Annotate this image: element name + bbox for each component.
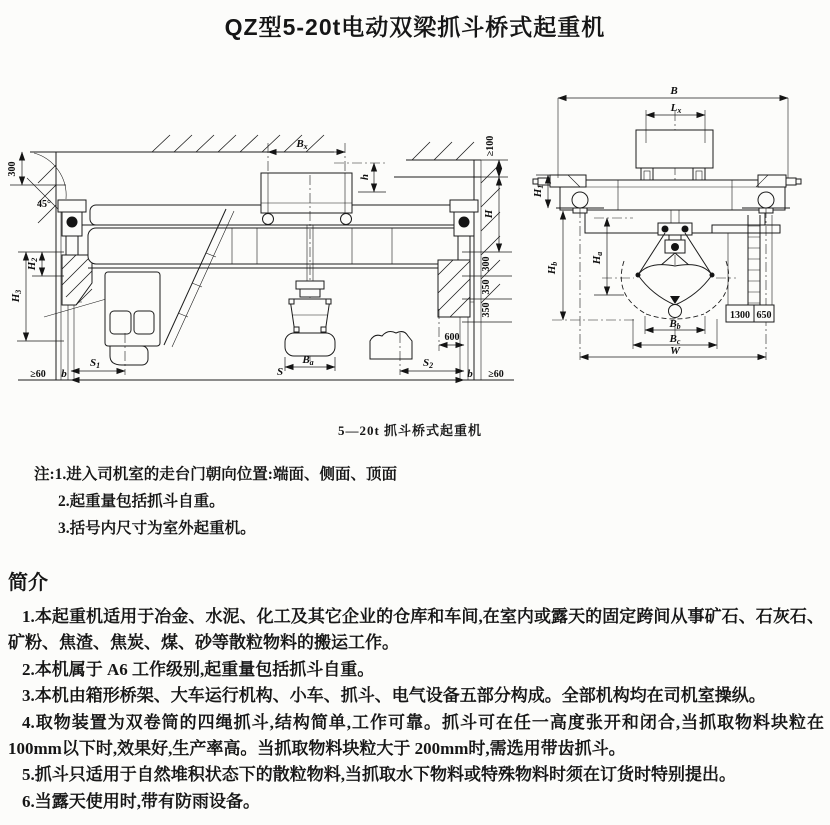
dim-s2-label: S2 [422,357,434,370]
dim-ba-label: Ba [302,354,314,367]
dim-B-label: B [670,85,678,97]
dim-ge60-right-label: ≥60 [488,369,504,380]
figure-caption: 5—20t 抓斗桥式起重机 [337,423,483,438]
dim-h3-label: H3 [10,289,23,303]
dim-W-label: W [670,345,680,357]
note-item-1: 1.进入司机室的走台门朝向位置:端面、侧面、顶面 [54,466,397,483]
dim-ge60-left-label: ≥60 [30,369,46,380]
intro-paragraph-6: 6.当露天使用时,带有防雨设备。 [22,791,260,811]
material-pile [370,332,412,359]
dim-45deg-label: 45° [37,199,51,210]
dim-bc-label: Bc [669,333,681,346]
dim-b-right-label: b [467,368,473,380]
dim-h-label: h [359,173,371,181]
dim-600-label: 600 [444,332,460,343]
dim-h1-label: H1 [532,184,545,198]
operator-cab [105,272,160,365]
dim-650-label: 650 [756,310,772,321]
dim-300-right-label: 300 [481,256,492,272]
note-line-3 [34,515,397,542]
page-title: QZ型5-20t电动双梁抓斗桥式起重机 [224,14,606,40]
trolley [261,143,352,225]
dim-h2-label: H2 [26,257,39,271]
dim-ge100-label: ≥100 [485,135,496,157]
intro-paragraph-4: 4.取物装置为双卷筒的四绳抓斗,结构简单,工作可靠。抓斗可在任一高度张开和闭合,当抓取物料块粒在 100mm以下时,效果好,生产率高。当抓取物料块粒大于 200mm时,需选用带齿抓斗。 [8,712,824,759]
notes-prefix: 注: [34,466,55,483]
dim-s1-label: S1 [89,357,101,370]
notes-section [34,461,397,542]
dim-lx-label: Lx [670,102,682,115]
dim-1300-label: 1300 [730,310,750,321]
dim-bx-label: Bx [296,138,308,151]
dim-bb-label: Bb [669,318,681,331]
note-line-2 [34,488,397,515]
dim-H-label: H [483,209,495,219]
intro-heading: 简介 [8,572,48,594]
intro-paragraph-1: 1.本起重机适用于冶金、水泥、化工及其它企业的仓库和车间,在室内或露天的固定跨间从事矿石、石灰石、矿粉、焦渣、焦炭、煤、砂等散粒物料的搬运工作。 [8,607,824,653]
dim-350b-label: 350 [481,302,492,318]
note-item-2: 2.起重量包括抓斗自重。 [58,493,225,510]
dim-300-top-label: 300 [7,161,18,177]
note-line-1 [34,461,397,488]
intro-paragraph-2: 2.本机属于 A6 工作级别,起重量包括抓斗自重。 [22,659,375,679]
side-view-drawing [528,83,830,393]
dim-b-left-label: b [61,368,67,380]
dim-350a-label: 350 [481,279,492,295]
front-view-drawing [2,83,522,398]
dim-hb-label: Hb [546,261,559,275]
dim-ha-label: Ha [591,251,604,265]
intro-paragraph-5: 5.抓斗只适用于自然堆积状态下的散粒物料,当抓取水下物料或特殊物料时须在订货时特别提出。 [22,765,736,785]
intro-section [8,566,824,815]
intro-paragraph-3: 3.本机由箱形桥架、大车运行机构、小车、抓斗、电气设备五部分构成。全部机构均在司机室操纵。 [22,686,766,706]
note-item-3: 3.括号内尺寸为室外起重机。 [58,520,256,537]
dim-span-label: S [276,366,284,378]
bridge-girder [82,205,469,268]
